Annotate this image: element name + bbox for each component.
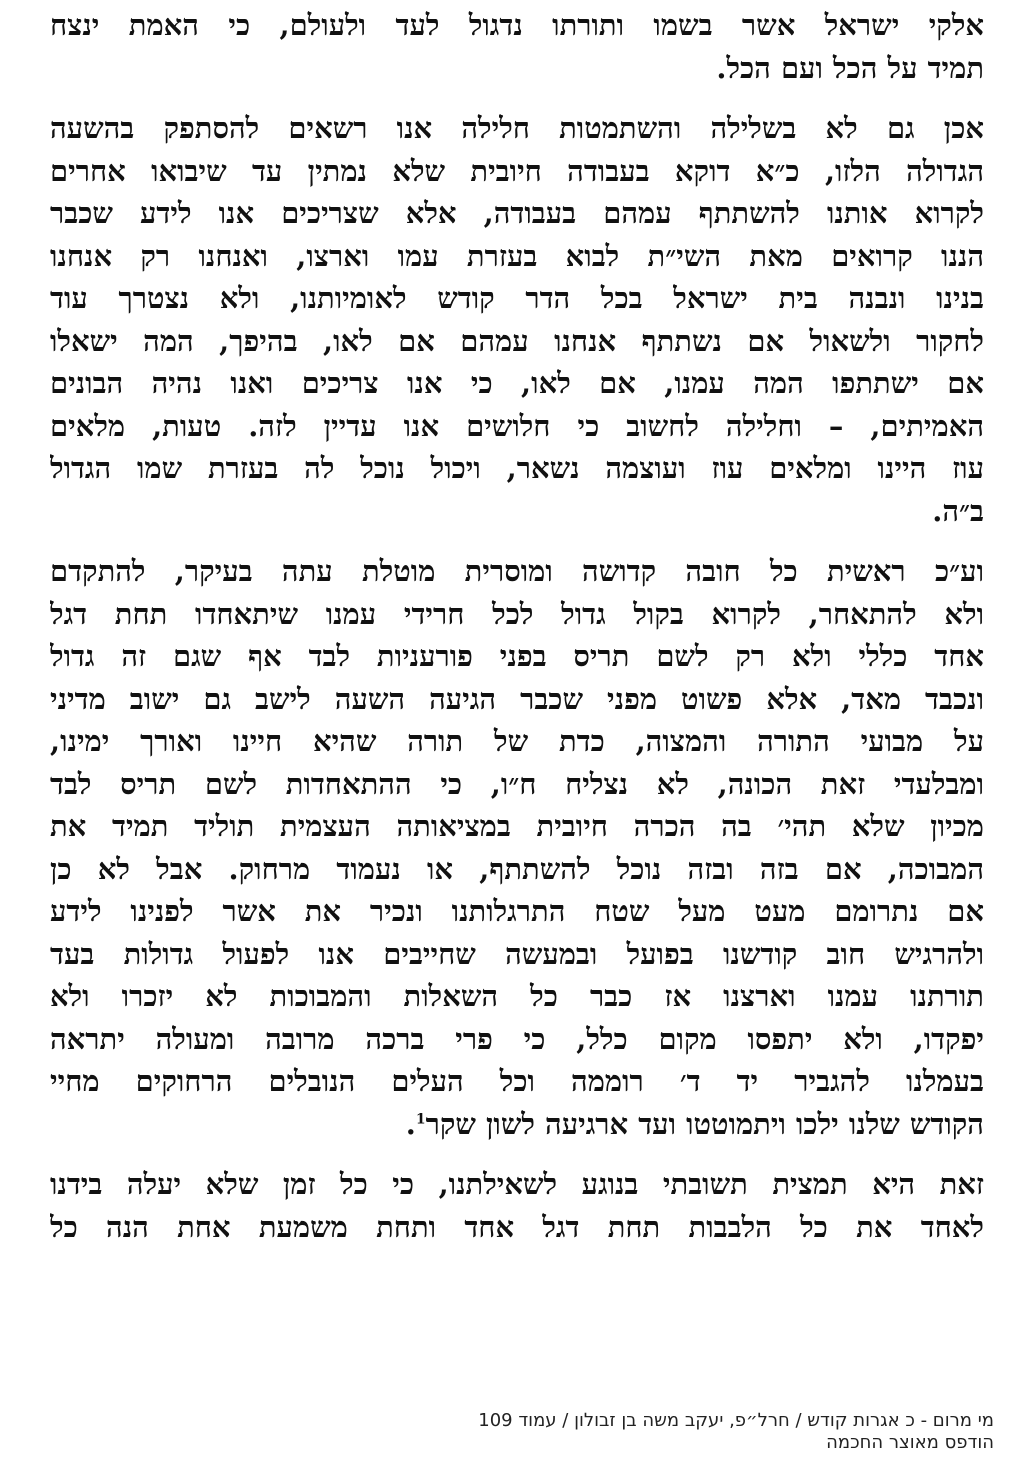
- text-line: תמיד על הכל ועם הכל.: [716, 50, 984, 85]
- text-line: לקרוא אותנו להשתתף עמהם בעבודה, אלא שצריכים אנו לידע שכבר: [50, 196, 984, 230]
- print-credit: הודפס מאוצר החכמה: [826, 1432, 994, 1453]
- page-footer: [274, 1410, 994, 1454]
- text-line: לאחד את כל הלבבות תחת דגל אחד ותחת משמעת אחת הנה כל: [50, 1209, 984, 1244]
- paragraph-3: [50, 550, 984, 1145]
- text-line: האמיתים, – וחלילה לחשוב כי חלושים אנו עדיין לזה. טעות, מלאים: [50, 408, 984, 443]
- text-line: אכן גם לא בשלילה והשתמטות חלילה אנו רשאים להסתפק בהשעה: [50, 111, 984, 145]
- text-line: אם נתרומם מעט מעל שטח התרגלותנו ונכיר את אשר לפנינו לידע: [50, 894, 984, 928]
- text-line-with-footnote: [50, 1103, 984, 1146]
- text-line: זאת היא תמצית תשובתי בנוגע לשאילתנו, כי כל זמן שלא יעלה בידנו: [50, 1167, 984, 1201]
- footnote-marker[interactable]: 1: [415, 1110, 426, 1127]
- text-line: אם ישתתפו המה עמנו, אם לאו, כי אנו צריכים ואנו נהיה הבונים: [50, 366, 984, 400]
- text-line: ולהרגיש חוב קודשנו בפועל ובמעשה שחייבים אנו לפעול גדולות בעד: [50, 936, 984, 971]
- text-line: בעמלנו להגביר יד ד׳ רוממה וכל העלים הנובלים הרחוקים מחיי: [50, 1064, 984, 1098]
- text-line: ולא להתאחר, לקרוא בקול גדול לכל חרידי עמנו שיתאחדו תחת דגל: [50, 596, 984, 631]
- text-line: אחד כללי ולא רק לשם תריס בפני פורעניות לבד אף שגם זה גדול: [50, 639, 984, 673]
- text-line: הקודש שלנו ילכו ויתמוטטו ועד ארגיעה לשון שקר: [425, 1106, 984, 1141]
- text-line: ומבלעדי זאת הכונה, לא נצליח ח״ו, כי ההתאחדות לשם תריס לבד: [50, 766, 984, 801]
- text-line: בנינו ונבנה בית ישראל בכל הדר קודש לאומיותנו, ולא נצטרך עוד: [50, 281, 984, 315]
- text-line: מכיון שלא תהי׳ בה הכרה חיובית במציאותה העצמית תוליד תמיד את: [50, 809, 984, 843]
- text-line: הננו קרואים מאת השי״ת לבוא בעזרת עמו וארצו, ואנחנו רק אנחנו: [50, 238, 984, 273]
- text-line: לחקור ולשאול אם נשתתף אנחנו עמהם אם לאו, בהיפך, המה ישאלו: [50, 323, 984, 358]
- sentence-end: .: [405, 1106, 416, 1141]
- text-line: וע״כ ראשית כל חובה קדושה ומוסרית מוטלת עתה בעיקר, להתקדם: [50, 554, 984, 588]
- text-line: יפקדו, ולא יתפסו מקום כלל, כי פרי ברכה מרובה ומעולה יתראה: [50, 1021, 984, 1056]
- source-citation: מי מרום - כ אגרות קודש / חרל״פ, יעקב משה בן זבולון / עמוד 109: [478, 1410, 994, 1431]
- text-line: על מבועי התורה והמצוה, כדת של תורה שהיא חיינו ואורך ימינו,: [50, 724, 984, 758]
- text-line: ב״ה.: [932, 493, 984, 528]
- paragraph-2: [50, 107, 984, 532]
- text-line: תורתנו עמנו וארצנו אז כבר כל השאלות והמבוכות לא יזכרו ולא: [50, 979, 984, 1013]
- text-line: ונכבד מאד, אלא פשוט מפני שכבר הגיעה השעה לישב גם ישוב מדיני: [50, 681, 984, 716]
- text-line: המבוכה, אם בזה ובזה נוכל להשתתף, או נעמוד מרחוק. אבל לא כן: [50, 851, 984, 886]
- text-line: עוז היינו ומלאים עוז ועוצמה נשאר, ויכול נוכל לה בעזרת שמו הגדול: [50, 451, 984, 485]
- paragraph-4: [50, 1163, 984, 1248]
- text-line: אלקי ישראל אשר בשמו ותורתו נדגול לעד ולעולם, כי האמת ינצח: [50, 8, 984, 42]
- text-line: הגדולה הלזו, כ״א דוקא בעבודה חיובית שלא נמתין עד שיבואו אחרים: [50, 153, 984, 188]
- paragraph-1: [50, 4, 984, 89]
- main-text: [50, 4, 984, 1248]
